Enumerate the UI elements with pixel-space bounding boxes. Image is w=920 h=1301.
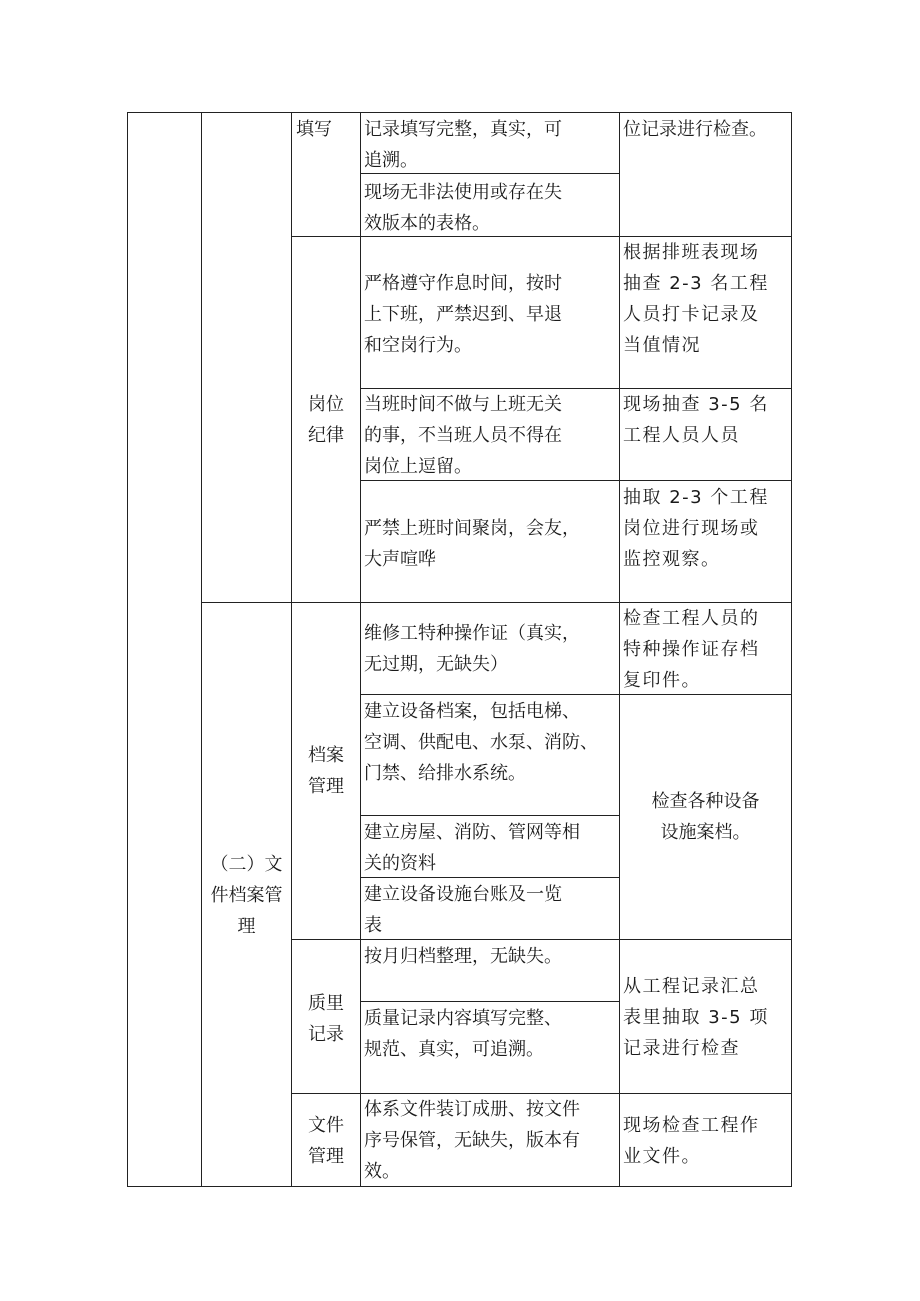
table-top-border [127,112,792,113]
col-separator-4 [619,112,620,1187]
fill-requirement-2: 现场无非法使用或存在失 效版本的表格。 [364,182,562,234]
discipline-requirement-3: 严禁上班时间聚岗，会友， 大声喧哗 [364,518,580,570]
doc-label: 文件 管理 [308,1115,344,1167]
table-left-border [127,112,128,1187]
archive-method-1: 检查工程人员的 特种操作证存档 复印件。 [623,608,760,691]
discipline-method-1: 根据排班表现场 抽查 2-3 名工程 人员打卡记录及 当值情况 [623,242,769,356]
quality-label: 质里 记录 [308,993,344,1045]
fill-requirement-1: 记录填写完整，真实，可 追溯。 [364,119,562,171]
section-2-label: （二）文 件档案管 理 [210,854,283,937]
archive-requirement-1: 维修工特种操作证（真实， 无过期，无缺失） [364,623,580,675]
archive-requirement-4: 建立设备设施台账及一览 表 [364,884,562,936]
row-divider-arch-2 [360,815,619,816]
discipline-method-3: 抽取 2-3 个工程 岗位进行现场或 监控观察。 [623,487,769,570]
discipline-requirement-1: 严格遵守作息时间，按时 上下班，严禁迟到、早退 和空岗行为。 [364,273,562,356]
archive-label: 档案 管理 [308,745,344,797]
row-divider-qual-1 [360,1001,619,1002]
fill-check-method: 位记录进行检查。 [623,119,767,140]
table-right-border [791,112,792,1187]
discipline-requirement-2: 当班时间不做与上班无关 的事，不当班人员不得在 岗位上逗留。 [364,394,562,477]
col-separator-3 [360,112,361,1187]
quality-method: 从工程记录汇总 表里抽取 3-5 项 记录进行检查 [623,976,769,1059]
archive-requirement-3: 建立房屋、消防、管网等相 关的资料 [364,822,580,874]
discipline-label: 岗位 纪律 [308,394,344,446]
fill-label: 填写 [296,119,332,140]
discipline-method-2: 现场抽查 3-5 名 工程人员人员 [623,394,769,446]
doc-requirement: 体系文件装订成册、按文件 序号保管，无缺失，版本有 效。 [364,1099,580,1182]
col-separator-1 [201,112,202,1187]
archive-method-2: 检查各种设备 设施案档。 [651,791,760,843]
quality-requirement-2: 质量记录内容填写完整、 规范、真实，可追溯。 [364,1008,562,1060]
quality-requirement-1: 按月归档整理，无缺失。 [364,946,562,967]
doc-method: 现场检查工程作 业文件。 [623,1115,760,1167]
archive-requirement-2: 建立设备档案，包括电梯、 空调、供配电、水泵、消防、 门禁、给排水系统。 [364,701,598,784]
